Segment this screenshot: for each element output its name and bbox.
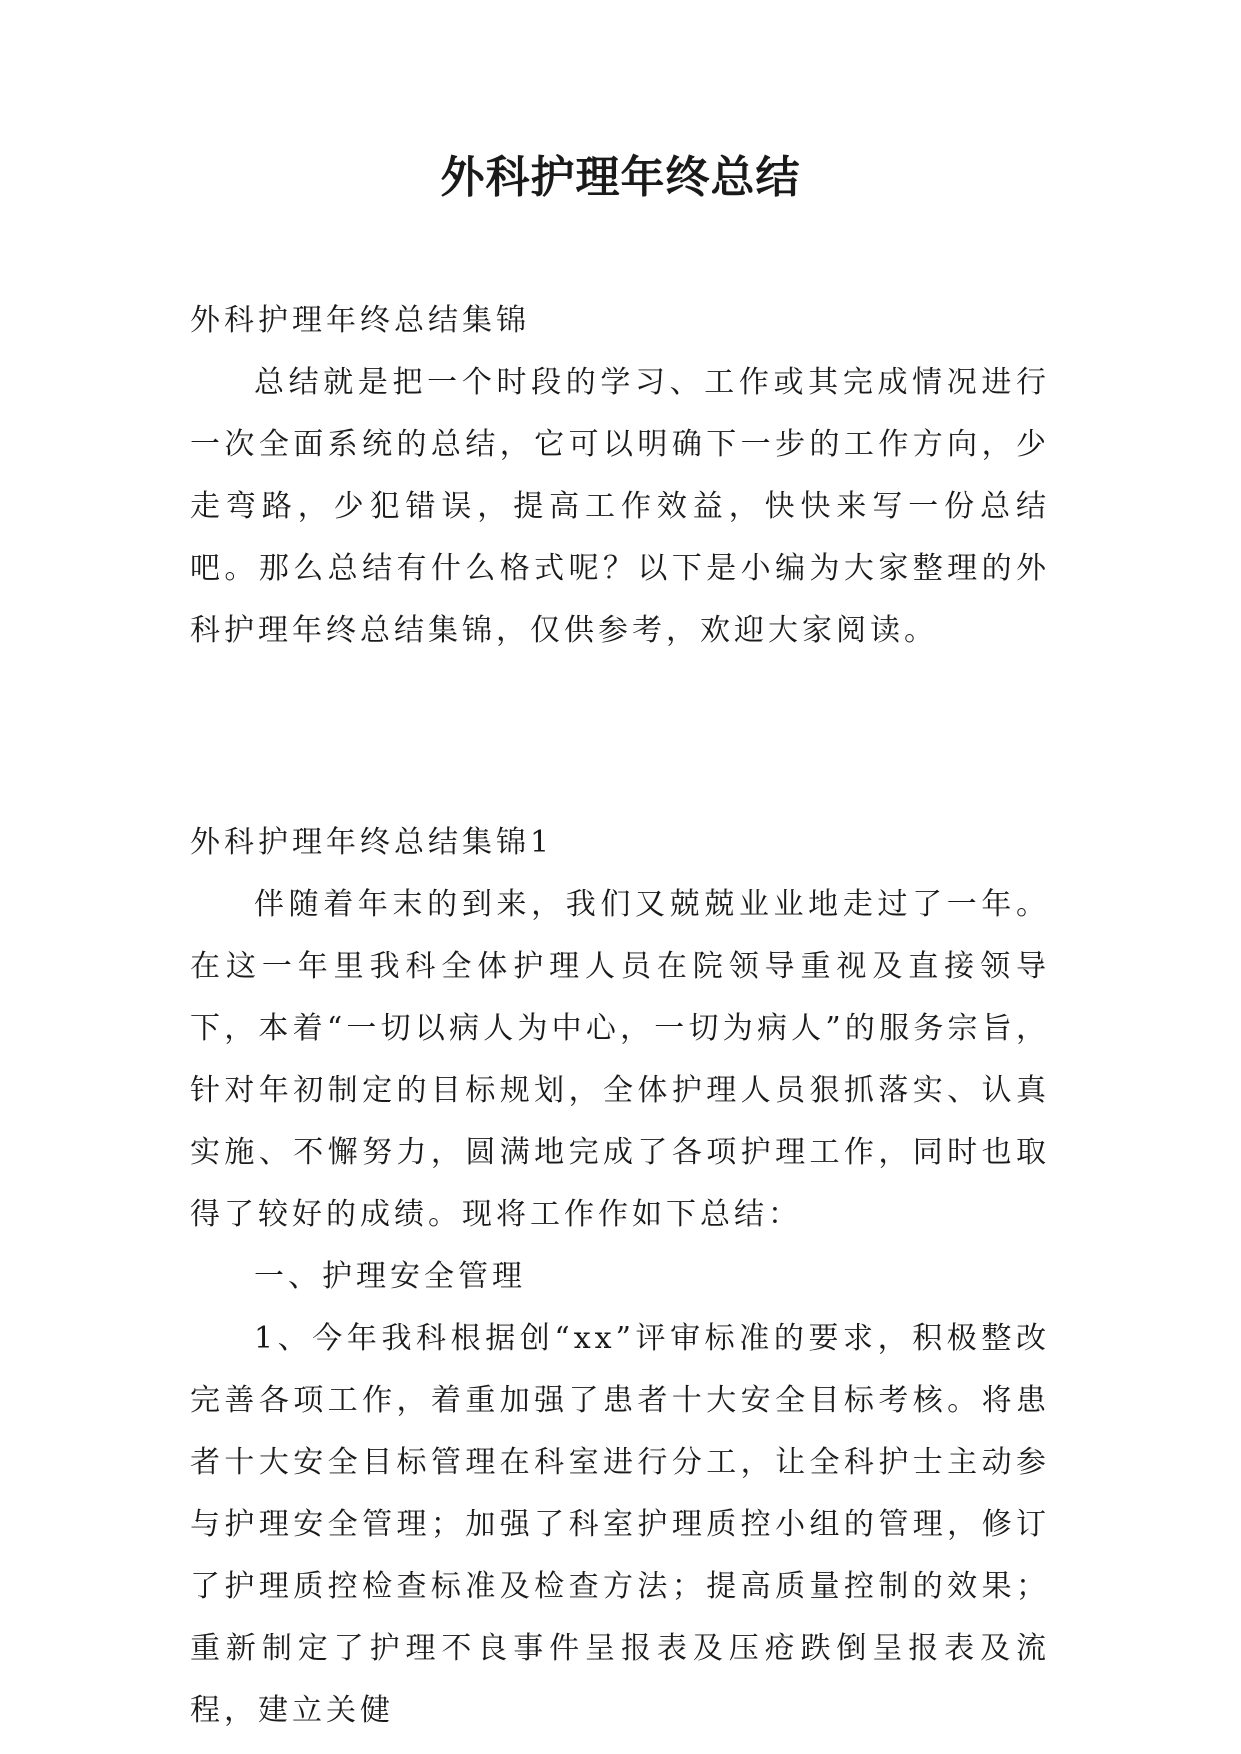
- item-1-paragraph: 1、今年我科根据创“xx”评审标准的要求，积极整改完善各项工作，着重加强了患者十大安全目标考核。将患者十大安全目标管理在科室进行分工，让全科护士主动参与护理安全管理；加强了科室护理质控小组的管理，修订了护理质控检查标准及检查方法；提高质量控制的效果；重新制定了护理不良事件呈报表及压疮跌倒呈报表及流程，建立关健: [190, 1321, 1050, 1728]
- section-spacer: [190, 662, 1050, 812]
- document-body: [190, 290, 1050, 1742]
- intro-heading: 外科护理年终总结集锦: [190, 303, 530, 338]
- subheading-safety-management: 一、护理安全管理: [254, 1259, 526, 1294]
- section1-paragraph: 伴随着年末的到来，我们又兢兢业业地走过了一年。在这一年里我科全体护理人员在院领导重视及直接领导下，本着“一切以病人为中心，一切为病人”的服务宗旨，针对年初制定的目标规划，全体护理人员狠抓落实、认真实施、不懈努力，圆满地完成了各项护理工作，同时也取得了较好的成绩。现将工作作如下总结：: [190, 887, 1050, 1232]
- section1-heading: 外科护理年终总结集锦1: [190, 825, 554, 860]
- intro-paragraph: 总结就是把一个时段的学习、工作或其完成情况进行一次全面系统的总结，它可以明确下一步的工作方向，少走弯路，少犯错误，提高工作效益，快快来写一份总结吧。那么总结有什么格式呢？以下是小编为大家整理的外科护理年终总结集锦，仅供参考，欢迎大家阅读。: [190, 365, 1050, 648]
- document-title: 外科护理年终总结: [440, 152, 801, 203]
